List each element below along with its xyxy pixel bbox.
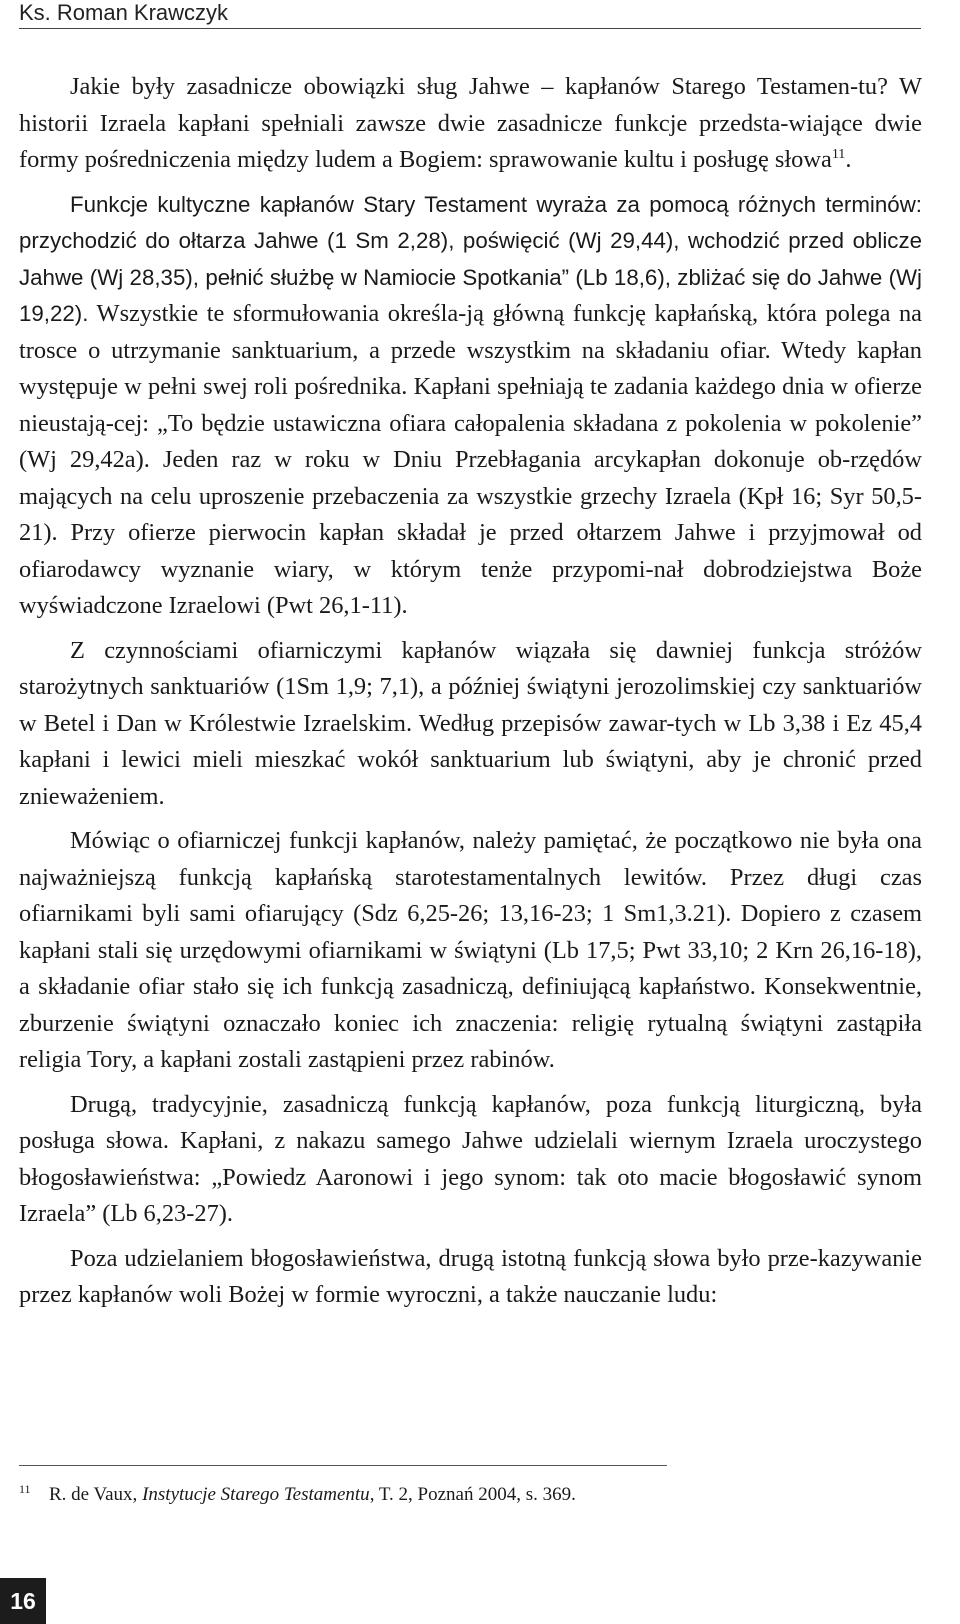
- footnote-number: 11: [19, 1482, 31, 1496]
- footnote: $^{11}$ R. de Vaux, Instytucje Starego Testamentu, T. 2, Poznań 2004, s. 369.: [19, 1482, 922, 1508]
- paragraph-6: Poza udzielaniem błogosławieństwa, drugą istotną funkcją słowa było prze-kazywanie przez kapłanów woli Bożej w formie wyroczni, a także nauczanie ludu:: [19, 1244, 922, 1308]
- sans-run: Funkcje kultyczne kapłanów Stary Testament wyraża za pomocą różnych terminów: przychodzić do ołtarza Jahwe (1 Sm 2,28), poświęcić (Wj 29,44), wchodzić przed oblicze Jahwe (Wj 28,35), pełnić służbę w Namiocie Spotkania” (Lb 18,6), zbliżać się do Jahwe (Wj 19,22).: [19, 191, 922, 326]
- paragraph-5: Drugą, tradycyjnie, zasadniczą funkcją kapłanów, poza funkcją liturgiczną, była posługa słowa. Kapłani, z nakazu samego Jahwe udzielali wiernym Izraela uroczystego błogosławieństwa: „Powiedz Aaronowi i jego synom: tak oto macie błogosławić synom Izraela” (Lb 6,23-27).: [19, 1090, 922, 1227]
- paragraph-1: Jakie były zasadnicze obowiązki sług Jahwe – kapłanów Starego Testamen-tu? W historii Izraela kapłani spełniali zawsze dwie zasadnicze funkcje przedsta-wiające dwie formy pośredniczenia między ludem a Bogiem: sprawowanie kultu i posługę słowa$^{11}$.: [19, 73, 922, 173]
- serif-run: Wszystkie te sformułowania określa-ją główną funkcję kapłańską, która polega na trosce o utrzymanie sanktuarium, a przede wszystkim na składaniu ofiar. Wtedy kapłan występuje w pełni swej roli pośrednika. Kapłani spełniają te zadania każdego dnia w ofierze nieustają-cej: „To będzie ustawiczna ofiara całopalenia składana z pokolenia w pokolenie” (Wj 29,42a). Jeden raz w roku w Dniu Przebłagania arcykapłan dokonuje ob-rzędów mających na celu uproszenie przebaczenia za wszystkie grzechy Izraela (Kpł 16; Syr 50,5-21). Przy ofierze pierwocin kapłan składał je przed ołtarzem Jahwe i przyjmował od ofiarodawcy wyznanie wiary, w którym tenże przypomi-nał dobrodziejstwa Boże wyświadczone Izraelowi (Pwt 26,1-11).: [19, 300, 922, 619]
- running-header: [19, 0, 921, 29]
- footnote-title: Instytucje Starego Testamentu: [142, 1484, 370, 1505]
- paragraph-4: Mówiąc o ofiarniczej funkcji kapłanów, należy pamiętać, że początkowo nie była ona najważniejszą funkcją kapłańską starotestamentalnych lewitów. Przez długi czas ofiarnikami byli sami ofiarujący (Sdz 6,25-26; 13,16-23; 1 Sm1,3.21). Dopiero z czasem kapłani stali się urzędowymi ofiarnikami w świątyni (Lb 17,5; Pwt 33,10; 2 Krn 26,16-18), a składanie ofiar stało się ich funkcją zasadniczą, definiującą kapłaństwo. Konsekwentnie, zburzenie świątyni oznaczało koniec ich znaczenia: religię rytualną świątyni zastąpiła religia Tory, a kapłani zostali zastąpieni przez rabinów.: [19, 827, 922, 1073]
- footnote-divider: [19, 1465, 667, 1466]
- body-text: [19, 69, 922, 1314]
- paragraph-2: [19, 187, 922, 625]
- page-number: 16: [0, 1578, 46, 1624]
- header-author: Ks. Roman Krawczyk: [19, 0, 229, 25]
- paragraph-3: Z czynnościami ofiarniczymi kapłanów wiązała się dawniej funkcja stróżów starożytnych sanktuariów (1Sm 1,9; 7,1), a później świątyni jerozolimskiej czy sanktuariów w Betel i Dan w Królestwie Izraelskim. Według przepisów zawar-tych w Lb 3,38 i Ez 45,4 kapłani i lewici mieli mieszkać wokół sanktuarium lub świątyni, aby je chronić przed znieważeniem.: [19, 636, 922, 810]
- footnote-ref[interactable]: 11: [831, 147, 846, 162]
